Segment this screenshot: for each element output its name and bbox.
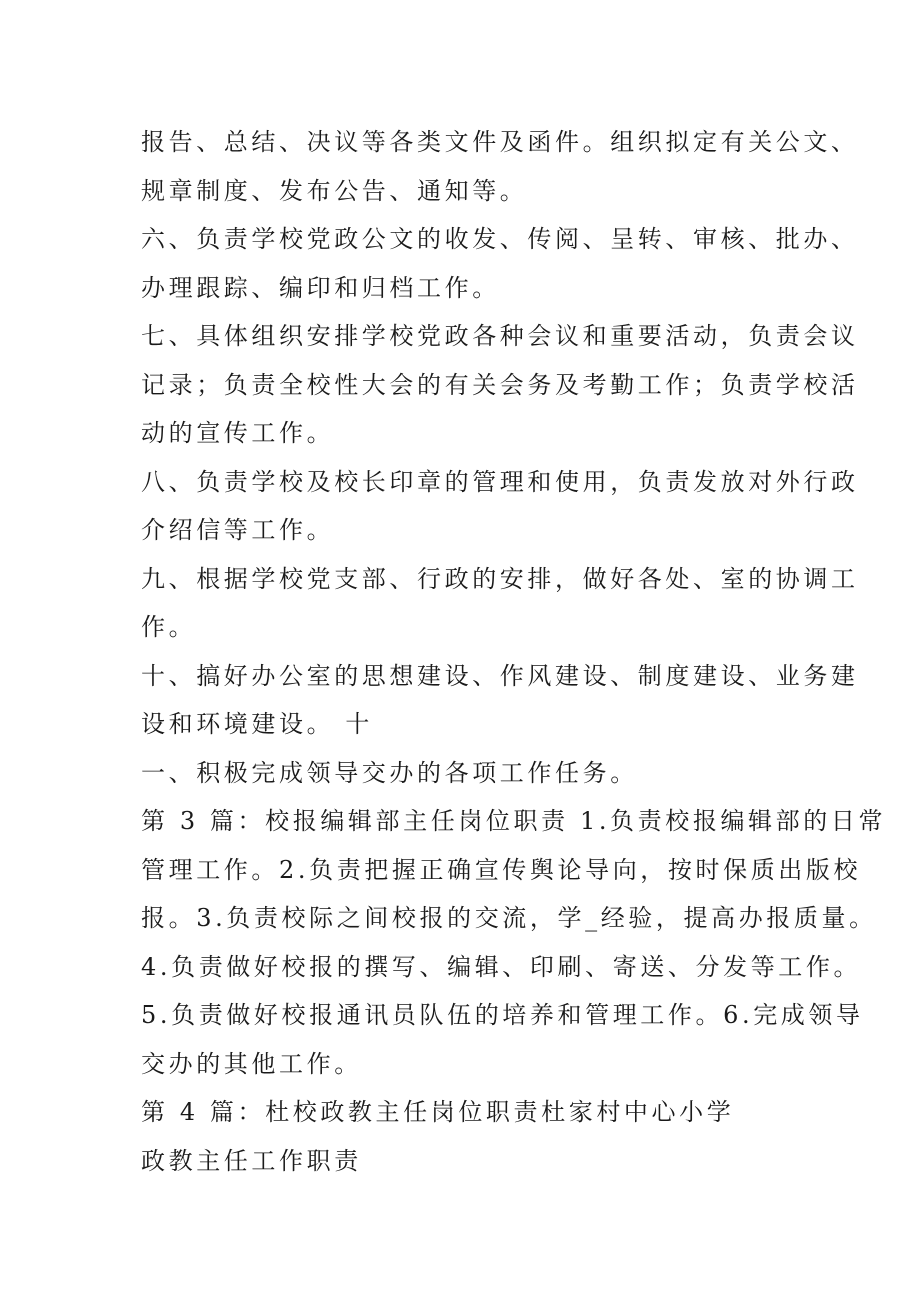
text-line: 八、负责学校及校长印章的管理和使用，负责发放对外行政 [141, 467, 859, 496]
text-line: 动的宣传工作。 [141, 419, 335, 447]
text-line: 记录；负责全校性大会的有关会务及考勤工作；负责学校活 [141, 370, 859, 399]
text-line: 交办的其他工作。 [141, 1049, 362, 1078]
text-line: 管理工作。2.负责把握正确宣传舆论导向，按时保质出版校 [141, 855, 862, 884]
text-line: 4.负责做好校报的撰写、编辑、印刷、寄送、分发等工作。 [141, 952, 862, 981]
text-line: 5.负责做好校报通讯员队伍的培养和管理工作。6.完成领导 [141, 1001, 864, 1029]
text-line: 介绍信等工作。 [141, 516, 335, 544]
text-line: 政教主任工作职责 [141, 1146, 362, 1175]
text-line: 报告、总结、决议等各类文件及函件。组织拟定有关公文、 [141, 128, 859, 156]
text-line: 第 4 篇：杜校政教主任岗位职责杜家村中心小学 [141, 1098, 735, 1126]
text-line: 设和环境建设。 十 [141, 710, 374, 738]
text-line: 报。3.负责校际之间校报的交流，学_经验，提高办报质量。 [141, 904, 877, 932]
text-line: 七、具体组织安排学校党政各种会议和重要活动，负责会议 [141, 322, 859, 350]
text-line: 十、搞好办公室的思想建设、作风建设、制度建设、业务建 [141, 661, 859, 690]
document-body [141, 118, 887, 1185]
text-line: 作。 [141, 613, 197, 641]
text-line: 六、负责学校党政公文的收发、传阅、呈转、审核、批办、 [141, 225, 859, 253]
text-line: 一、积极完成领导交办的各项工作任务。 [141, 758, 638, 787]
text-line: 九、根据学校党支部、行政的安排，做好各处、室的协调工 [141, 564, 859, 593]
text-line: 办理跟踪、编印和归档工作。 [141, 273, 500, 302]
text-line: 规章制度、发布公告、通知等。 [141, 176, 528, 205]
text-line: 第 3 篇：校报编辑部主任岗位职责 1.负责校报编辑部的日常 [141, 807, 887, 835]
